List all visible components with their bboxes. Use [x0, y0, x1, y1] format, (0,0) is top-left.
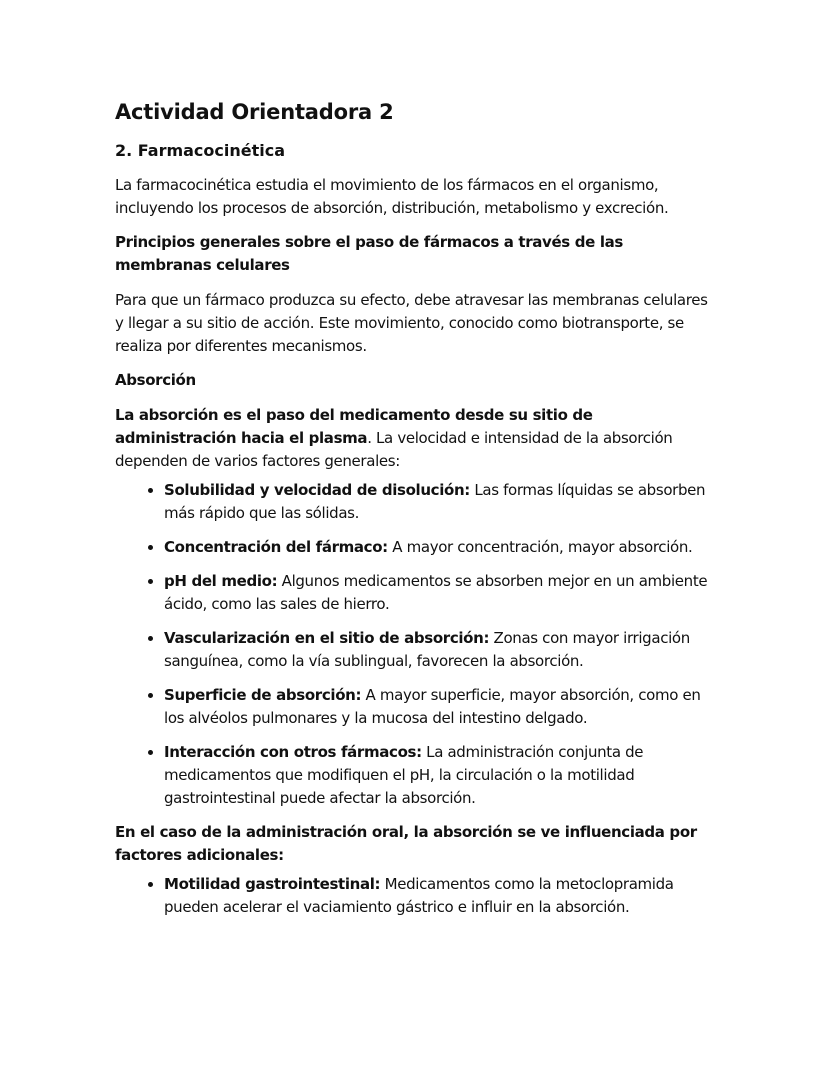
absorption-factors-list — [115, 479, 715, 810]
absorption-lead-rest: . La velocidad e intensidad de la absorción dependen de varios factores generales: — [115, 429, 673, 470]
factor-text: A mayor concentración, mayor absorción. — [387, 538, 693, 556]
factor-text: Zonas con mayor irrigación sanguínea, como la vía sublingual, favorecen la absorción. — [164, 629, 690, 670]
absorption-lead-bold: La absorción es el paso del medicamento desde su sitio de administración hacia el plasma — [115, 406, 593, 447]
factor-text: La administración conjunta de medicamentos que modifiquen el pH, la circulación o la motilidad gastrointestinal puede afectar la absorción. — [164, 743, 644, 807]
membranes-heading: Principios generales sobre el paso de fármacos a través de las membranas celulares — [115, 233, 623, 274]
membranes-paragraph: Para que un fármaco produzca su efecto, debe atravesar las membranas celulares y llegar a su sitio de acción. Este movimiento, conocido como biotransporte, se realiza por diferentes mecanismos. — [115, 291, 708, 355]
factor-term: Vascularización en el sitio de absorción: — [164, 629, 490, 647]
list-item — [164, 536, 715, 559]
list-item — [164, 741, 715, 810]
list-item — [164, 684, 715, 730]
factor-term: Solubilidad y velocidad de disolución: — [164, 481, 470, 499]
factor-term: Concentración del fármaco: — [164, 538, 388, 556]
list-item — [164, 570, 715, 616]
list-item — [164, 873, 715, 919]
absorption-paragraph — [115, 404, 715, 473]
document-page — [115, 98, 715, 930]
factor-term: Superficie de absorción: — [164, 686, 362, 704]
intro-paragraph: La farmacocinética estudia el movimiento de los fármacos en el organismo, incluyendo los procesos de absorción, distribución, metabolismo y excreción. — [115, 176, 669, 217]
document-title: Actividad Orientadora 2 — [115, 100, 394, 124]
section-title: 2. Farmacocinética — [115, 141, 286, 160]
factor-text: A mayor superficie, mayor absorción, como en los alvéolos pulmonares y la mucosa del intestino delgado. — [164, 686, 701, 727]
factor-text: Medicamentos como la metoclopramida pueden acelerar el vaciamiento gástrico e influir en la absorción. — [164, 875, 674, 916]
absorption-heading: Absorción — [115, 371, 196, 389]
oral-heading: En el caso de la administración oral, la absorción se ve influenciada por factores adicionales: — [115, 823, 697, 864]
factor-term: Interacción con otros fármacos: — [164, 743, 422, 761]
oral-factors-list — [115, 873, 715, 919]
factor-term: pH del medio: — [164, 572, 278, 590]
factor-text: Algunos medicamentos se absorben mejor en un ambiente ácido, como las sales de hierro. — [164, 572, 708, 613]
factor-text: Las formas líquidas se absorben más rápido que las sólidas. — [164, 481, 706, 522]
list-item — [164, 479, 715, 525]
list-item — [164, 627, 715, 673]
factor-term: Motilidad gastrointestinal: — [164, 875, 381, 893]
